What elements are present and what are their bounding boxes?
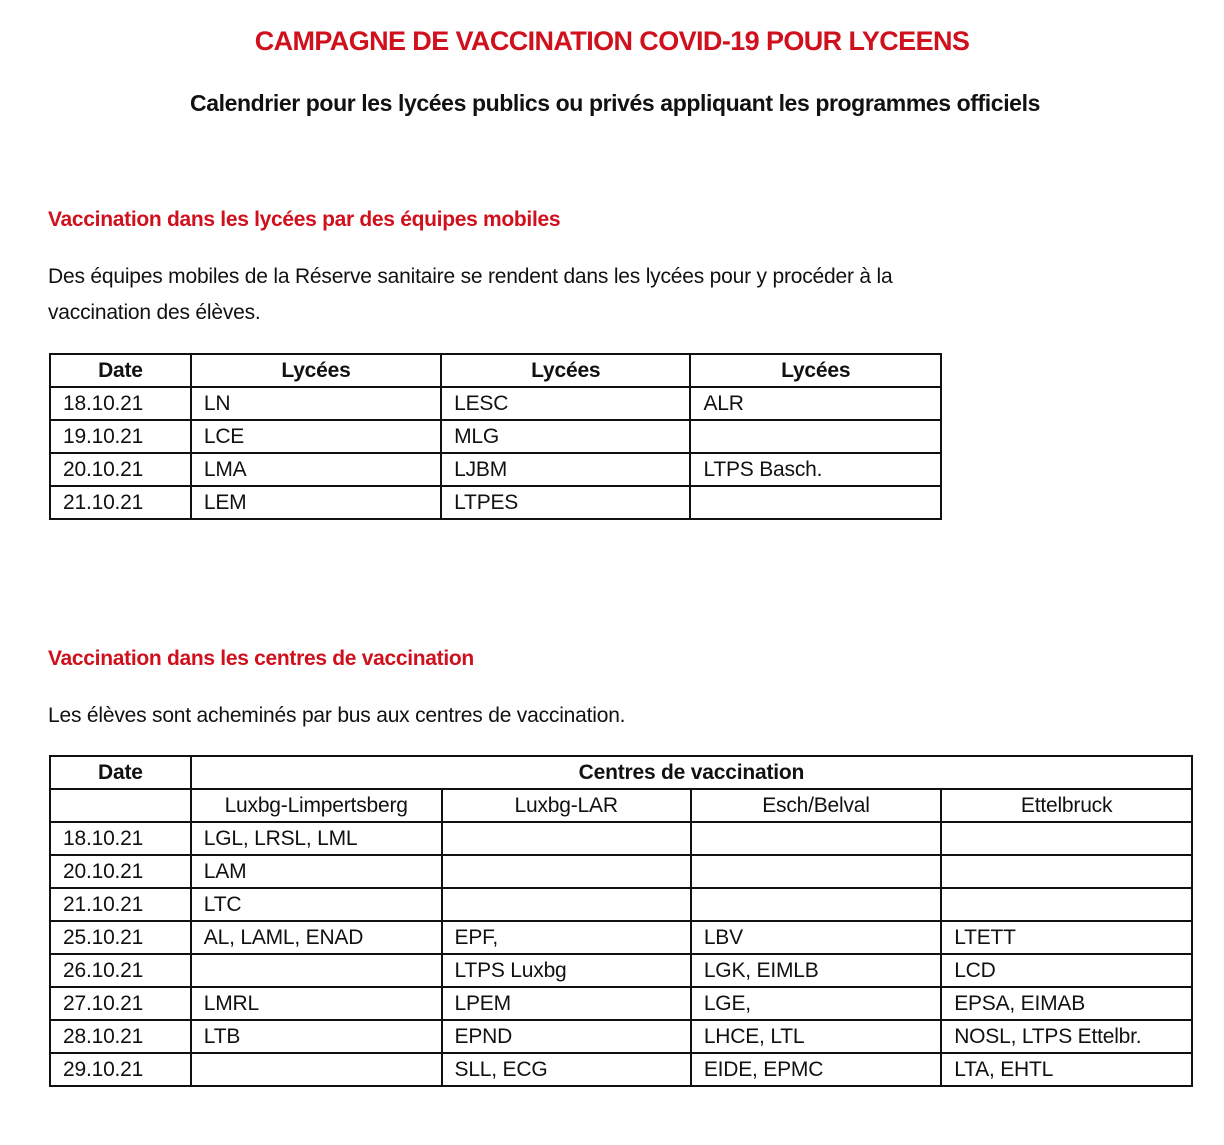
table-cell: [690, 420, 941, 453]
table-cell: AL, LAML, ENAD: [191, 921, 442, 954]
table-cell: LMRL: [191, 987, 442, 1020]
table-row: [50, 420, 941, 453]
table-cell: LMA: [191, 453, 441, 486]
mobile-teams-table: [49, 353, 942, 520]
table-cell: [442, 855, 691, 888]
table-cell: SLL, ECG: [442, 1053, 691, 1086]
column-header-lycees: Lycées: [191, 354, 441, 387]
table-cell: LTA, EHTL: [941, 1053, 1192, 1086]
table-cell: LESC: [441, 387, 690, 420]
date-cell: 20.10.21: [50, 855, 191, 888]
column-header-lycees: Lycées: [690, 354, 941, 387]
date-cell: 19.10.21: [50, 420, 191, 453]
table-cell: [691, 888, 941, 921]
centre-header: Ettelbruck: [941, 789, 1192, 822]
table-cell: EIDE, EPMC: [691, 1053, 941, 1086]
table-cell: EPF,: [442, 921, 691, 954]
table-cell: NOSL, LTPS Ettelbr.: [941, 1020, 1192, 1053]
table-row: [50, 888, 1192, 921]
table-row: [50, 486, 941, 519]
date-cell: 26.10.21: [50, 954, 191, 987]
table-row: [50, 822, 1192, 855]
table-cell: LGL, LRSL, LML: [191, 822, 442, 855]
table-cell: LTC: [191, 888, 442, 921]
table-cell: EPND: [442, 1020, 691, 1053]
table-subheader-row: [50, 789, 1192, 822]
table-cell: LJBM: [441, 453, 690, 486]
table-header-row: [50, 354, 941, 387]
date-cell: 20.10.21: [50, 453, 191, 486]
date-cell: 27.10.21: [50, 987, 191, 1020]
date-cell: 21.10.21: [50, 888, 191, 921]
table-cell: LCD: [941, 954, 1192, 987]
table-cell: [941, 855, 1192, 888]
table-row: [50, 453, 941, 486]
table-cell: [442, 822, 691, 855]
table-row: [50, 387, 941, 420]
table-cell: LTPS Basch.: [690, 453, 941, 486]
table-row: [50, 921, 1192, 954]
table-header-row: [50, 756, 1192, 789]
table-cell: MLG: [441, 420, 690, 453]
date-cell: 18.10.21: [50, 822, 191, 855]
table-cell: [442, 888, 691, 921]
column-header-date: Date: [50, 354, 191, 387]
date-cell: 28.10.21: [50, 1020, 191, 1053]
paragraph-line: Des équipes mobiles de la Réserve sanitaire se rendent dans les lycées pour y procéder à la: [48, 265, 893, 288]
table-cell: LGK, EIMLB: [691, 954, 941, 987]
table-row: [50, 987, 1192, 1020]
table-cell: [691, 822, 941, 855]
table-cell: [941, 822, 1192, 855]
table-cell: [691, 855, 941, 888]
table-cell: LPEM: [442, 987, 691, 1020]
centre-header: Luxbg-LAR: [442, 789, 691, 822]
table-row: [50, 855, 1192, 888]
table-cell: LN: [191, 387, 441, 420]
table-row: [50, 1020, 1192, 1053]
table-cell: EPSA, EIMAB: [941, 987, 1192, 1020]
vaccination-centres-table: [49, 755, 1193, 1087]
table-cell: LEM: [191, 486, 441, 519]
table-cell: [690, 486, 941, 519]
table-cell: LBV: [691, 921, 941, 954]
date-cell: 25.10.21: [50, 921, 191, 954]
column-header-lycees: Lycées: [441, 354, 690, 387]
column-group-header-centres: Centres de vaccination: [191, 756, 1192, 789]
section-paragraph-mobile-teams: [48, 259, 892, 331]
section-heading-mobile-teams: Vaccination dans les lycées par des équipes mobiles: [48, 208, 561, 231]
date-cell: 18.10.21: [50, 387, 191, 420]
table-cell: LGE,: [691, 987, 941, 1020]
table-cell: LTB: [191, 1020, 442, 1053]
table-cell: [191, 1053, 442, 1086]
table-cell: LAM: [191, 855, 442, 888]
date-cell: 29.10.21: [50, 1053, 191, 1086]
table-cell: [941, 888, 1192, 921]
table-cell: LTETT: [941, 921, 1192, 954]
table-cell: LCE: [191, 420, 441, 453]
document-title: CAMPAGNE DE VACCINATION COVID-19 POUR LYCEENS: [254, 26, 970, 56]
centre-header: Luxbg-Limpertsberg: [191, 789, 442, 822]
section-paragraph-centres: Les élèves sont acheminés par bus aux centres de vaccination.: [48, 704, 626, 727]
empty-cell: [50, 789, 191, 822]
table-row: [50, 954, 1192, 987]
table-cell: ALR: [690, 387, 941, 420]
column-header-date: Date: [50, 756, 191, 789]
table-cell: [191, 954, 442, 987]
centre-header: Esch/Belval: [691, 789, 941, 822]
section-heading-centres: Vaccination dans les centres de vaccination: [48, 647, 474, 670]
table-row: [50, 1053, 1192, 1086]
paragraph-line: vaccination des élèves.: [48, 301, 261, 324]
table-cell: LTPES: [441, 486, 690, 519]
table-cell: LHCE, LTL: [691, 1020, 941, 1053]
table-cell: LTPS Luxbg: [442, 954, 691, 987]
document-subtitle: Calendrier pour les lycées publics ou privés appliquant les programmes officiels: [190, 90, 1040, 116]
date-cell: 21.10.21: [50, 486, 191, 519]
